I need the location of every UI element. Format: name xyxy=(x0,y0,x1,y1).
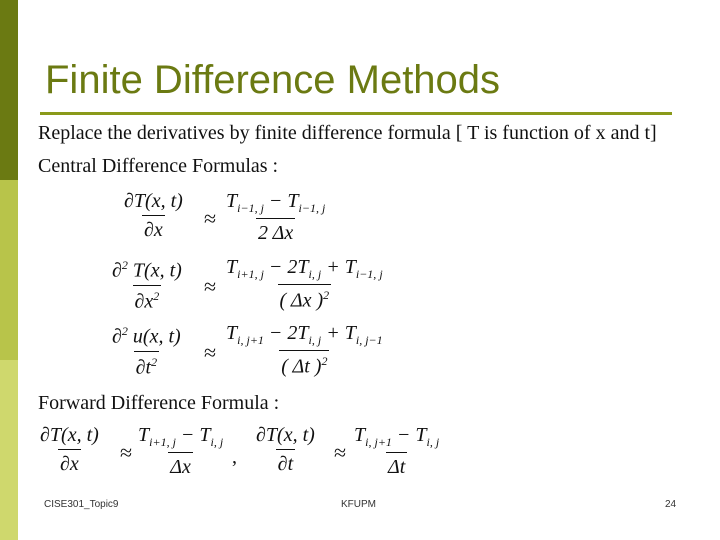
central-3-rhs: $\frac{T_{i, j+1} - 2T_{i, j} + T_{i, j-1}}{( \Delta t )^2}$ xyxy=(226,322,383,378)
intro-text: Replace the derivatives by finite difference formula [ T is function of x and t] xyxy=(38,122,657,144)
forward-1-lhs: $\frac{\partial T(x, t)}{\partial x}$ xyxy=(40,424,99,475)
page-number: 24 xyxy=(665,499,677,510)
forward-1-rhs: $\frac{T_{i+1, j} - T_{i, j}}{\Delta x}$ xyxy=(138,424,224,478)
central-1-rhs: $\frac{T_{i-1, j} - T_{i-1, j}}{2 \Delta x}$ xyxy=(226,190,326,244)
approx-symbol: ≈ xyxy=(204,274,217,299)
side-bar-light xyxy=(0,360,18,540)
approx-symbol: ≈ xyxy=(334,440,347,465)
central-2-lhs: $\frac{\partial^2 T(x, t)}{\partial x^2}$ xyxy=(112,258,182,313)
approx-symbol: ≈ xyxy=(204,206,217,231)
forward-2-rhs: $\frac{T_{i, j+1} - T_{i, j}}{\Delta t}$ xyxy=(354,424,440,478)
separator-comma: , xyxy=(232,446,237,468)
central-1-lhs: $\frac{\partial T(x, t)}{\partial x}$ xyxy=(124,190,183,241)
approx-symbol: ≈ xyxy=(120,440,133,465)
forward-2-lhs: $\frac{\partial T(x, t)}{\partial t}$ xyxy=(256,424,315,475)
title-rule xyxy=(40,112,672,115)
forward-heading: Forward Difference Formula : xyxy=(38,392,280,414)
central-3-lhs: $\frac{\partial^2 u(x, t)}{\partial t^2}$ xyxy=(112,324,181,379)
side-bar-dark xyxy=(0,0,18,180)
footer-left: CISE301_Topic9 xyxy=(44,499,119,510)
slide-title: Finite Difference Methods xyxy=(45,58,501,102)
approx-symbol: ≈ xyxy=(204,340,217,365)
central-heading: Central Difference Formulas : xyxy=(38,155,279,177)
side-bar-mid xyxy=(0,180,18,360)
central-2-rhs: $\frac{T_{i+1, j} - 2T_{i, j} + T_{i-1, j}}{( \Delta x )^2}$ xyxy=(226,256,383,312)
footer-center: KFUPM xyxy=(341,499,376,510)
